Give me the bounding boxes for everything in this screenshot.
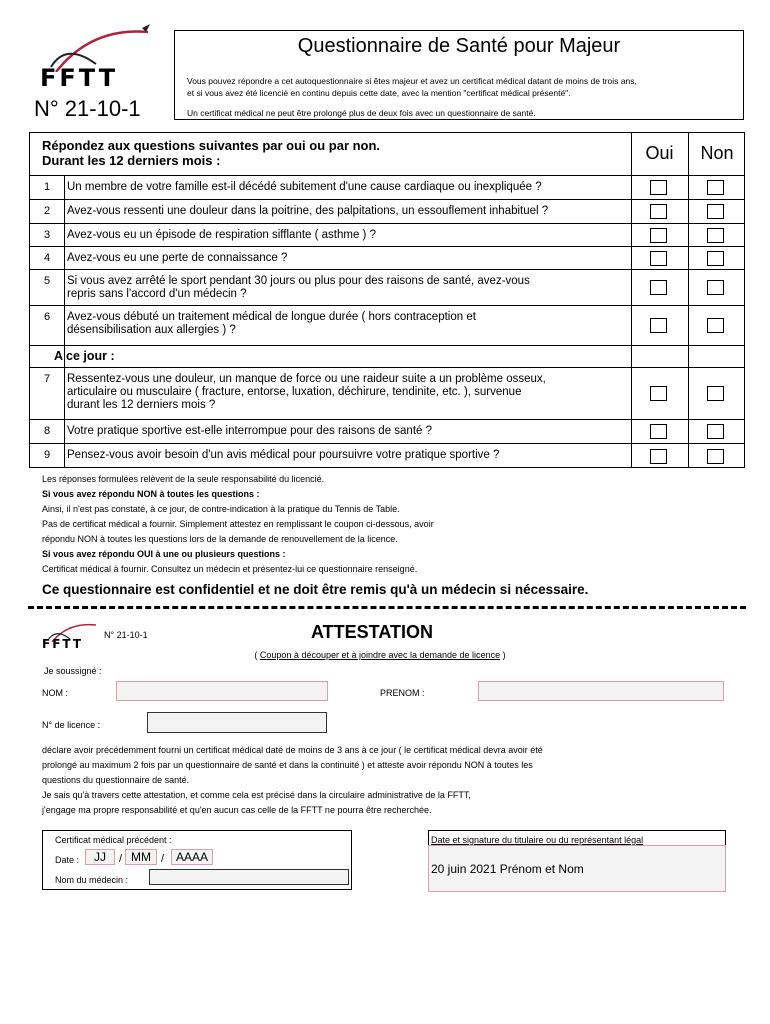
question-text-line-1: Avez-vous débuté un traitement médical de longue durée ( hors contraception et [67,311,476,323]
nom-field[interactable] [116,681,328,701]
checkbox-oui[interactable] [650,424,667,439]
question-number: 3 [43,229,51,241]
question-number: 4 [43,252,51,264]
section-header-row [30,345,744,367]
checkbox-non[interactable] [707,204,724,219]
checkbox-oui[interactable] [650,204,667,219]
instruction-line-1: Répondez aux questions suivantes par oui ou par non. [42,138,381,153]
month-field[interactable]: MM [125,849,157,865]
question-text-line-1: Un membre de votre famille est-il décédé subitement d'une cause cardiaque ou inexpliquée ? [67,181,542,193]
question-number: 5 [43,275,51,287]
notes-block [42,472,742,577]
question-number: 1 [43,181,51,193]
question-text-line-1: Avez-vous eu un épisode de respiration sifflante ( asthme ) ? [67,229,376,241]
signature-field[interactable] [428,845,726,892]
subtitle-open-paren: ( [254,650,260,660]
attestation-title: ATTESTATION [311,622,433,642]
checkbox-oui[interactable] [650,280,667,295]
licence-number-field[interactable] [147,712,327,733]
checkbox-non[interactable] [707,386,724,401]
attestation-number: N° 21-10-1 [104,630,148,640]
page-title: Questionnaire de Santé pour Majeur [297,35,621,57]
question-row [30,223,744,246]
title-box [174,30,744,120]
note-if-yes-line: Certificat médical à fournir. Consultez un médecin et présentez-lui ce questionnaire renseigné. [42,564,418,574]
checkbox-non[interactable] [707,280,724,295]
question-row [30,269,744,305]
intro-line-1: Vous pouvez répondre a cet autoquestionnaire si êtes majeur et avez un certificat médical datant de moins de trois ans, [187,76,637,86]
subtitle-text: Coupon à découper et à joindre avec la demande de licence [259,650,501,660]
prenom-label: PRENOM : [380,688,425,698]
question-number: 8 [43,425,51,437]
signature-box [428,830,726,892]
declaration-line-5: j'engage ma propre responsabilité et qu'en aucun cas celle de la FFTT ne pourra être recherchée. [42,805,432,815]
note-if-no-heading: Si vous avez répondu NON à toutes les questions : [42,489,260,499]
checkbox-non[interactable] [707,318,724,333]
question-text-line-2: articulaire ou musculaire ( fracture, entorse, luxation, déchirure, tendinite, etc. ), survenue [67,386,522,398]
question-text-line-2: désensibilisation aux allergies ) ? [67,324,236,336]
declaration-line-2: prolongé au maximum 2 fois par un questionnaire de santé et dans la continuité ) et atteste avoir répondu NON à toutes les [42,760,533,770]
question-number: 2 [43,205,51,217]
checkbox-non[interactable] [707,180,724,195]
prenom-field[interactable] [478,681,724,701]
checkbox-non[interactable] [707,228,724,243]
question-number: 6 [43,311,51,323]
question-text-line-2: repris sans l'accord d'un médecin ? [67,288,247,300]
note-responsibility: Les réponses formulées relèvent de la seule responsabilité du licencié. [42,474,325,484]
checkbox-oui[interactable] [650,318,667,333]
question-text-line-1: Votre pratique sportive est-elle interrompue pour des raisons de santé ? [67,425,433,437]
questions-table [29,132,745,468]
cut-line [28,606,746,609]
checkbox-oui[interactable] [650,180,667,195]
signature-title: Date et signature du titulaire ou du représentant légal [431,835,644,845]
soussigne-label: Je soussigné : [44,666,102,676]
section-header-a-ce-jour: A ce jour : [54,349,115,363]
note-if-no-line-1: Ainsi, il n'est pas constaté, à ce jour, de contre-indication à la pratique du Tennis de Table. [42,504,400,514]
instruction-line-2: Durant les 12 derniers mois : [42,153,221,168]
attestation-subtitle [160,650,600,660]
question-text-line-1: Avez-vous ressenti une douleur dans la poitrine, des palpitations, un essouflement inhabituel ? [67,205,549,217]
day-field[interactable]: JJ [85,849,115,865]
question-text-line-1: Ressentez-vous une douleur, un manque de force ou une raideur suite a un problème osseux, [67,373,546,385]
nom-label: NOM : [42,688,68,698]
certificate-title: Certificat médical précédent : [55,835,172,845]
subtitle-close-paren: ) [500,650,506,660]
divider-number-column [64,175,65,467]
form-number: N° 21-10-1 [34,96,141,121]
question-row [30,246,744,269]
previous-certificate-box [42,830,352,890]
fftt-logo-text: FFTT [40,64,119,92]
question-row [30,199,744,223]
question-row [30,443,744,469]
column-header-oui: Oui [645,143,674,163]
intro-line-2: et si vous avez été licencié en continu depuis cette date, avec la mention "certificat médical présenté". [187,88,571,98]
column-header-non: Non [700,143,734,163]
checkbox-non[interactable] [707,449,724,464]
checkbox-oui[interactable] [650,251,667,266]
confidential-notice: Ce questionnaire est confidentiel et ne doit être remis qu'à un médecin si nécessaire. [42,582,589,597]
question-text-line-1: Pensez-vous avoir besoin d'un avis médical pour poursuivre votre pratique sportive ? [67,449,500,461]
date-separator-2: / [161,853,165,865]
checkbox-oui[interactable] [650,449,667,464]
note-if-no-line-2: Pas de certificat médical a fournir. Simplement attestez en remplissant le coupon ci-dessous, avoir [42,519,434,529]
doctor-name-label: Nom du médecin : [55,875,129,885]
licence-label: N° de licence : [42,720,101,730]
question-text-line-1: Avez-vous eu une perte de connaissance ? [67,252,288,264]
date-separator-1: / [119,853,123,865]
date-label: Date : [55,855,80,865]
question-text-line-3: durant les 12 derniers mois ? [67,399,216,411]
checkbox-oui[interactable] [650,386,667,401]
signature-value: 20 juin 2021 Prénom et Nom [431,862,584,876]
question-row [30,175,744,199]
checkbox-non[interactable] [707,251,724,266]
question-number: 9 [43,449,51,461]
declaration-line-3: questions du questionnaire de santé. [42,775,190,785]
question-row [30,419,744,443]
declaration-line-4: Je sais qu'à travers cette attestation, et comme cela est précisé dans la circulaire administrative de la FFTT, [42,790,471,800]
intro-line-3: Un certificat médical ne peut être prolongé plus de deux fois avec un questionnaire de santé. [187,108,536,118]
declaration-line-1: déclare avoir précédemment fourni un certificat médical daté de moins de 3 ans à ce jour ( le certificat médical devra avoir été [42,745,543,755]
note-if-yes-heading: Si vous avez répondu OUI à une ou plusieurs questions : [42,549,286,559]
fftt-logo [36,22,154,94]
doctor-name-field[interactable] [149,869,349,885]
checkbox-oui[interactable] [650,228,667,243]
checkbox-non[interactable] [707,424,724,439]
note-if-no-line-3: répondu NON à toutes les questions lors de la demande de renouvellement de la licence. [42,534,398,544]
question-row [30,305,744,345]
declaration-text [42,743,742,818]
question-text-line-1: Si vous avez arrêté le sport pendant 30 jours ou plus pour des raisons de santé, avez-vous [67,275,530,287]
year-field[interactable]: AAAA [171,849,213,865]
attestation-logo [40,620,100,654]
question-number: 7 [43,373,51,385]
fftt-small-logo-text: FFTT [42,637,84,651]
question-row [30,367,744,419]
